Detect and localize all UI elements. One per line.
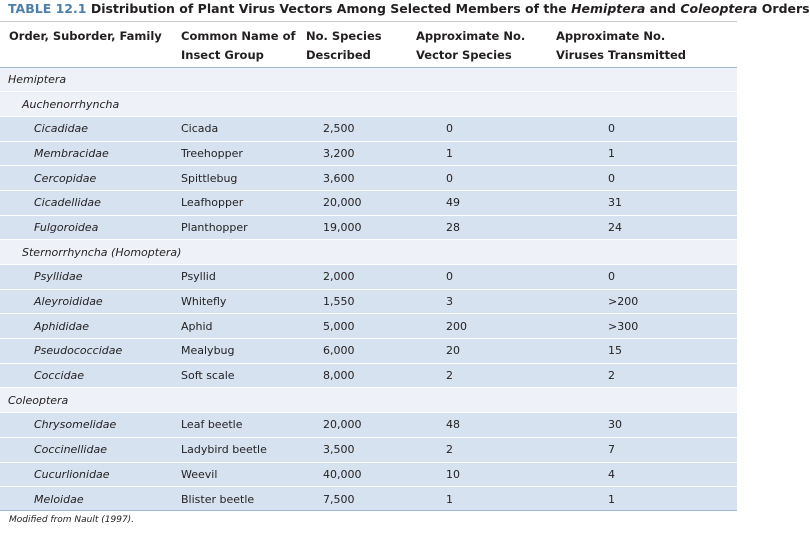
family-row: [0, 141, 737, 166]
family-name: Cercopidae: [0, 166, 181, 191]
col-header-common-name: Common Name of Insect Group: [181, 22, 306, 67]
common-name: Spittlebug: [181, 166, 306, 191]
common-name: Treehopper: [181, 141, 306, 166]
order-row: [0, 67, 737, 92]
family-row: [0, 116, 737, 141]
viruses-transmitted: >300: [556, 314, 737, 339]
order-row: [0, 388, 737, 413]
species-described: 3,500: [306, 437, 416, 462]
viruses-transmitted: >200: [556, 289, 737, 314]
table-number: TABLE 12.1: [8, 1, 87, 16]
common-name: Leafhopper: [181, 190, 306, 215]
order-label: Hemiptera: [0, 67, 737, 92]
family-row: [0, 265, 737, 290]
table-bottom-rule: [0, 510, 737, 511]
family-row: [0, 413, 737, 438]
family-row: [0, 339, 737, 364]
col-header-vector-species: Approximate No. Vector Species: [416, 22, 556, 67]
vector-species: 2: [416, 363, 556, 388]
suborder-row: [0, 240, 737, 265]
family-name: Aphididae: [0, 314, 181, 339]
caption-order-hemiptera: Hemiptera: [571, 1, 646, 16]
species-described: 5,000: [306, 314, 416, 339]
family-name: Psyllidae: [0, 265, 181, 290]
species-described: 20,000: [306, 413, 416, 438]
species-described: 3,200: [306, 141, 416, 166]
vector-species: 200: [416, 314, 556, 339]
viruses-transmitted: 0: [556, 265, 737, 290]
viruses-transmitted: 1: [556, 141, 737, 166]
common-name: Psyllid: [181, 265, 306, 290]
common-name: Weevil: [181, 462, 306, 487]
family-row: [0, 166, 737, 191]
species-described: 8,000: [306, 363, 416, 388]
species-described: 3,600: [306, 166, 416, 191]
table-caption: [0, 0, 810, 22]
caption-order-coleoptera: Coleoptera: [680, 1, 758, 16]
col-header-order: Order, Suborder, Family: [0, 22, 181, 67]
order-label: Coleoptera: [0, 388, 737, 413]
viruses-transmitted: 30: [556, 413, 737, 438]
caption-text-end: Orders: [757, 1, 810, 16]
family-name: Coccidae: [0, 363, 181, 388]
family-name: Aleyroididae: [0, 289, 181, 314]
common-name: Mealybug: [181, 339, 306, 364]
col-header-species-described: No. Species Described: [306, 22, 416, 67]
family-row: [0, 487, 737, 512]
species-described: 2,000: [306, 265, 416, 290]
vector-species: 20: [416, 339, 556, 364]
common-name: Cicada: [181, 116, 306, 141]
col-header-viruses-transmitted: Approximate No. Viruses Transmitted: [556, 22, 737, 67]
common-name: Aphid: [181, 314, 306, 339]
common-name: Leaf beetle: [181, 413, 306, 438]
family-name: Meloidae: [0, 487, 181, 512]
family-name: Coccinellidae: [0, 437, 181, 462]
table-footnote: Modified from Nault (1997).: [9, 515, 135, 525]
species-described: 6,000: [306, 339, 416, 364]
suborder-row: [0, 92, 737, 117]
family-row: [0, 462, 737, 487]
vector-species: 3: [416, 289, 556, 314]
family-name: Cicadidae: [0, 116, 181, 141]
vector-species: 0: [416, 265, 556, 290]
common-name: Planthopper: [181, 215, 306, 240]
vector-species: 0: [416, 166, 556, 191]
family-name: Cucurlionidae: [0, 462, 181, 487]
family-row: [0, 314, 737, 339]
caption-text-and: and: [645, 1, 681, 16]
viruses-transmitted: 24: [556, 215, 737, 240]
viruses-transmitted: 2: [556, 363, 737, 388]
family-row: [0, 437, 737, 462]
common-name: Whitefly: [181, 289, 306, 314]
viruses-transmitted: 4: [556, 462, 737, 487]
species-described: 19,000: [306, 215, 416, 240]
vector-table: [0, 22, 737, 512]
family-name: Fulgoroidea: [0, 215, 181, 240]
table-body: [0, 67, 737, 511]
family-row: [0, 363, 737, 388]
species-described: 1,550: [306, 289, 416, 314]
table-header: [0, 22, 737, 67]
family-name: Membracidae: [0, 141, 181, 166]
common-name: Ladybird beetle: [181, 437, 306, 462]
viruses-transmitted: 31: [556, 190, 737, 215]
vector-species: 1: [416, 487, 556, 512]
family-name: Cicadellidae: [0, 190, 181, 215]
species-described: 20,000: [306, 190, 416, 215]
suborder-label: Sternorrhyncha (Homoptera): [0, 240, 737, 265]
vector-species: 10: [416, 462, 556, 487]
vector-species: 49: [416, 190, 556, 215]
species-described: 40,000: [306, 462, 416, 487]
vector-species: 2: [416, 437, 556, 462]
viruses-transmitted: 0: [556, 166, 737, 191]
viruses-transmitted: 7: [556, 437, 737, 462]
family-row: [0, 190, 737, 215]
family-name: Pseudococcidae: [0, 339, 181, 364]
common-name: Soft scale: [181, 363, 306, 388]
viruses-transmitted: 1: [556, 487, 737, 512]
family-name: Chrysomelidae: [0, 413, 181, 438]
common-name: Blister beetle: [181, 487, 306, 512]
vector-species: 28: [416, 215, 556, 240]
vector-species: 0: [416, 116, 556, 141]
species-described: 2,500: [306, 116, 416, 141]
viruses-transmitted: 15: [556, 339, 737, 364]
suborder-label: Auchenorrhyncha: [0, 92, 737, 117]
viruses-transmitted: 0: [556, 116, 737, 141]
family-row: [0, 289, 737, 314]
caption-text: Distribution of Plant Virus Vectors Among Selected Members of the: [86, 1, 572, 16]
species-described: 7,500: [306, 487, 416, 512]
vector-species: 1: [416, 141, 556, 166]
family-row: [0, 215, 737, 240]
vector-species: 48: [416, 413, 556, 438]
